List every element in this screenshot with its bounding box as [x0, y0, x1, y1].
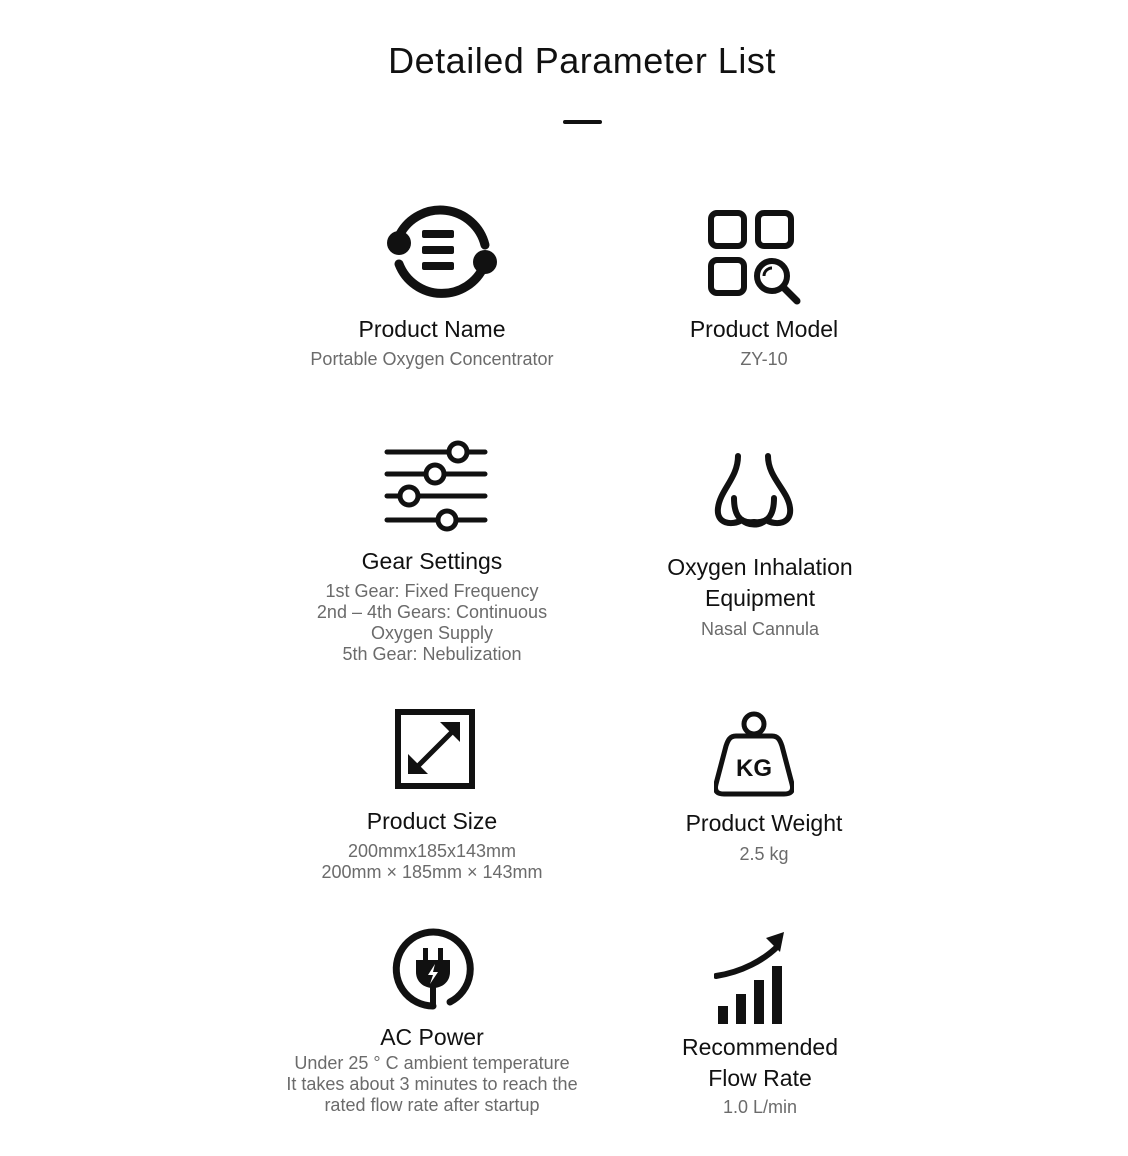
param-value-line: 1st Gear: Fixed Frequency — [325, 581, 539, 601]
param-product-model — [584, 200, 944, 380]
param-value-line: rated flow rate after startup — [324, 1095, 540, 1115]
param-product-name — [252, 200, 612, 380]
param-label: Product Weight — [685, 810, 843, 836]
param-product-weight — [584, 706, 944, 886]
param-value-line: It takes about 3 minutes to reach the — [286, 1074, 578, 1094]
param-flow-rate — [580, 924, 940, 1124]
sliders-icon — [382, 436, 488, 532]
param-gear-settings — [252, 432, 612, 672]
product-name-icon — [382, 200, 502, 310]
param-label-line: Equipment — [705, 585, 815, 611]
page-title: Detailed Parameter List — [388, 40, 776, 81]
param-value-line: Oxygen Supply — [370, 623, 494, 643]
param-label: Product Size — [366, 808, 498, 834]
param-oxygen-equipment — [580, 432, 940, 652]
weight-icon-text: KG — [736, 755, 772, 782]
param-value-line: 2nd – 4th Gears: Continuous — [316, 602, 548, 622]
param-value: Portable Oxygen Concentrator — [310, 349, 554, 369]
model-search-icon — [708, 210, 804, 306]
param-label: Product Name — [358, 316, 506, 342]
title-underline — [563, 120, 602, 124]
weight-icon — [714, 710, 794, 800]
param-label: AC Power — [380, 1024, 484, 1050]
param-value: 2.5 kg — [739, 844, 789, 864]
param-ac-power — [252, 924, 612, 1124]
param-value-line: 5th Gear: Nebulization — [342, 644, 522, 664]
flow-rate-chart-icon — [714, 932, 796, 1026]
power-plug-icon — [390, 926, 476, 1012]
param-value: 1.0 L/min — [722, 1097, 798, 1117]
param-label-line: Oxygen Inhalation — [667, 554, 853, 580]
param-label-line: Flow Rate — [708, 1065, 812, 1091]
nose-icon — [712, 450, 798, 530]
param-product-size — [252, 706, 612, 886]
param-value-line: 200mm × 185mm × 143mm — [321, 862, 543, 882]
param-value: ZY-10 — [740, 349, 788, 369]
param-value-line: 200mmx185x143mm — [347, 841, 517, 861]
param-label: Gear Settings — [361, 548, 503, 574]
param-label: Product Model — [689, 316, 839, 342]
resize-icon — [394, 708, 476, 790]
param-value: Nasal Cannula — [700, 619, 820, 639]
param-label-line: Recommended — [682, 1034, 838, 1060]
param-value-line: Under 25 ° C ambient temperature — [294, 1053, 570, 1073]
